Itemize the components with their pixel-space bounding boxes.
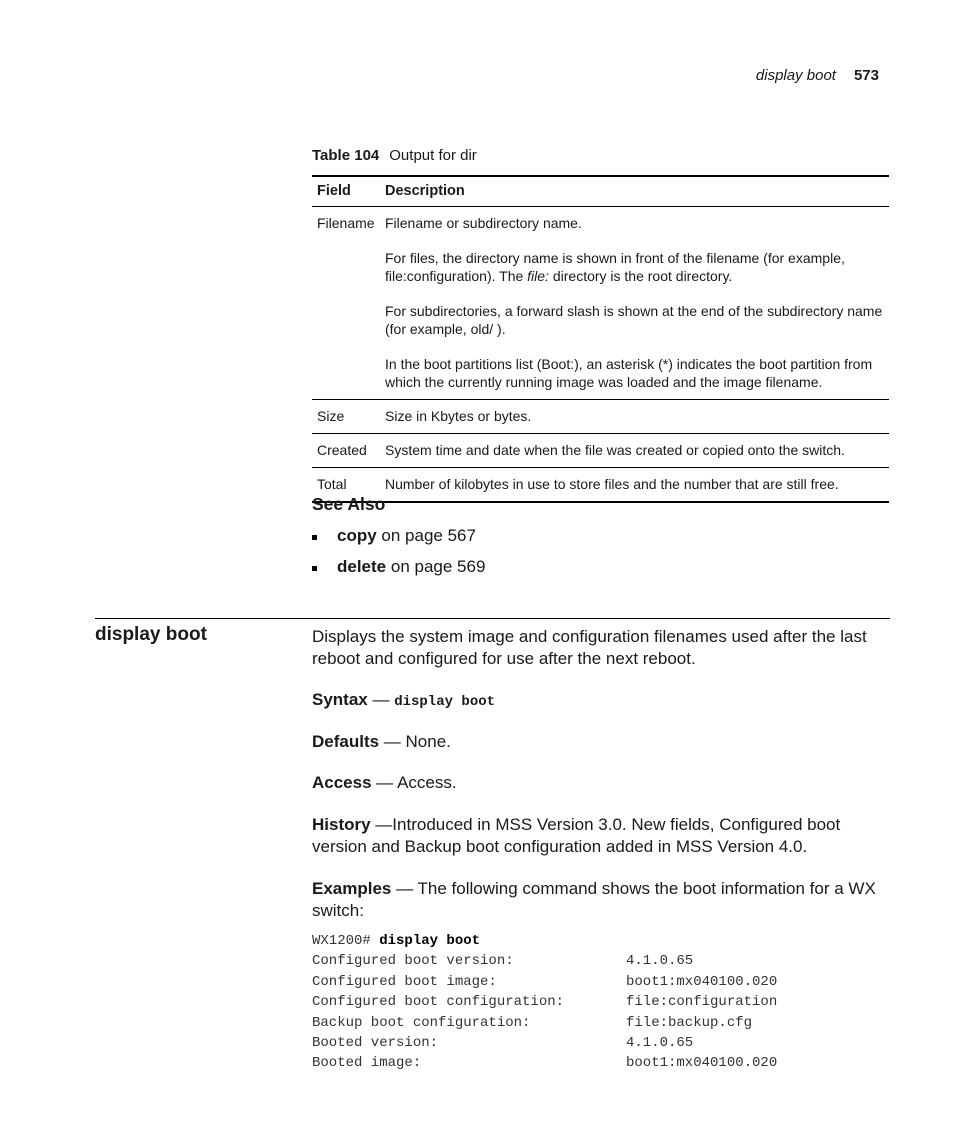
code-output-line bbox=[312, 1013, 777, 1033]
code-key: Configured boot image: bbox=[312, 973, 497, 990]
running-header-section: display boot bbox=[755, 67, 836, 84]
table-caption bbox=[312, 147, 477, 164]
see-also-command: delete bbox=[337, 557, 387, 576]
syntax-line bbox=[312, 689, 892, 713]
history-text: —Introduced in MSS Version 3.0. New fields, Configured boot version and Backup boot configuration added in MSS Version 4.0. bbox=[312, 815, 841, 856]
code-output-line bbox=[312, 992, 777, 1012]
see-also-command: copy bbox=[337, 526, 377, 545]
column-header-field: Field bbox=[312, 176, 380, 207]
field-cell: Filename bbox=[317, 215, 375, 231]
description-text: For files, the directory name is shown in front of the filename (for example, file:configuration). The bbox=[385, 250, 845, 284]
code-value: 4.1.0.65 bbox=[626, 953, 694, 970]
table-row bbox=[312, 468, 889, 503]
see-also-page-ref: on page 569 bbox=[390, 557, 486, 576]
syntax-label: Syntax bbox=[312, 690, 368, 709]
description-paragraph: Number of kilobytes in use to store files and the number that are still free. bbox=[385, 476, 839, 492]
see-also-item-copy[interactable] bbox=[312, 525, 485, 556]
code-key: Configured boot configuration: bbox=[312, 994, 565, 1011]
description-paragraph: In the boot partitions list (Boot:), an asterisk (*) indicates the boot partition from which the currently running image was loaded and the image filename. bbox=[385, 356, 873, 390]
examples-paragraph bbox=[312, 878, 892, 922]
example-code-block bbox=[312, 931, 777, 1074]
examples-label: Examples bbox=[312, 879, 392, 898]
code-output-line bbox=[312, 1053, 777, 1073]
code-key: Booted version: bbox=[312, 1034, 439, 1051]
access-line bbox=[312, 772, 892, 794]
code-value: boot1:mx040100.020 bbox=[626, 973, 778, 990]
code-output-line bbox=[312, 972, 777, 992]
see-also-heading: See Also bbox=[312, 494, 386, 514]
table-header-row bbox=[312, 176, 889, 207]
section-divider bbox=[95, 618, 890, 619]
see-also-item-delete[interactable] bbox=[312, 556, 485, 587]
code-value: boot1:mx040100.020 bbox=[626, 1055, 778, 1072]
syntax-command: display boot bbox=[394, 694, 496, 710]
column-header-description: Description bbox=[380, 176, 889, 207]
description-paragraph: For subdirectories, a forward slash is shown at the end of the subdirectory name (for example, old/ ). bbox=[385, 303, 883, 337]
table-row bbox=[312, 207, 889, 400]
field-cell: Total bbox=[317, 476, 347, 492]
intro-paragraph: Displays the system image and configuration filenames used after the last reboot and configured for use after the next reboot. bbox=[312, 627, 867, 668]
table-caption-text: Output for dir bbox=[389, 147, 477, 164]
access-text: — Access. bbox=[371, 773, 457, 792]
access-label: Access bbox=[312, 773, 372, 792]
defaults-text: — None. bbox=[379, 732, 451, 751]
description-text: directory is the root directory. bbox=[552, 268, 733, 284]
description-cell bbox=[380, 400, 889, 434]
description-cell bbox=[380, 468, 889, 503]
bullet-icon bbox=[312, 566, 317, 571]
see-also-page-ref: on page 567 bbox=[381, 526, 476, 545]
code-value: file:backup.cfg bbox=[626, 1014, 753, 1031]
description-paragraph: System time and date when the file was created or copied onto the switch. bbox=[385, 442, 845, 458]
code-value: file:configuration bbox=[626, 994, 778, 1011]
code-key: Configured boot version: bbox=[312, 953, 514, 970]
code-output-line bbox=[312, 951, 777, 971]
see-also-list bbox=[312, 525, 485, 587]
section-title: display boot bbox=[95, 624, 207, 645]
defaults-line bbox=[312, 731, 892, 753]
examples-text: — The following command shows the boot information for a WX switch: bbox=[312, 879, 876, 920]
history-label: History bbox=[312, 815, 371, 834]
history-paragraph bbox=[312, 814, 892, 858]
page-number: 573 bbox=[853, 67, 879, 84]
defaults-label: Defaults bbox=[312, 732, 380, 751]
running-header bbox=[600, 67, 879, 84]
description-paragraph bbox=[385, 249, 887, 285]
field-cell: Created bbox=[317, 442, 367, 458]
code-prompt: WX1200# bbox=[312, 933, 380, 949]
description-cell bbox=[380, 207, 889, 400]
description-paragraph: Filename or subdirectory name. bbox=[385, 215, 582, 231]
output-fields-table bbox=[312, 175, 889, 503]
code-output-line bbox=[312, 1033, 777, 1053]
description-paragraph: Size in Kbytes or bytes. bbox=[385, 408, 532, 424]
table-row bbox=[312, 434, 889, 468]
description-italic: file: bbox=[527, 268, 549, 284]
section-intro bbox=[312, 626, 892, 670]
code-prompt-line bbox=[312, 931, 777, 951]
syntax-dash: — bbox=[367, 690, 395, 709]
code-value: 4.1.0.65 bbox=[626, 1034, 694, 1051]
table-caption-label: Table 104 bbox=[312, 147, 380, 164]
field-cell: Size bbox=[317, 408, 345, 424]
code-key: Booted image: bbox=[312, 1055, 422, 1072]
code-command: display boot bbox=[379, 933, 481, 949]
code-key: Backup boot configuration: bbox=[312, 1014, 531, 1031]
bullet-icon bbox=[312, 535, 317, 540]
table-row bbox=[312, 400, 889, 434]
description-cell bbox=[380, 434, 889, 468]
